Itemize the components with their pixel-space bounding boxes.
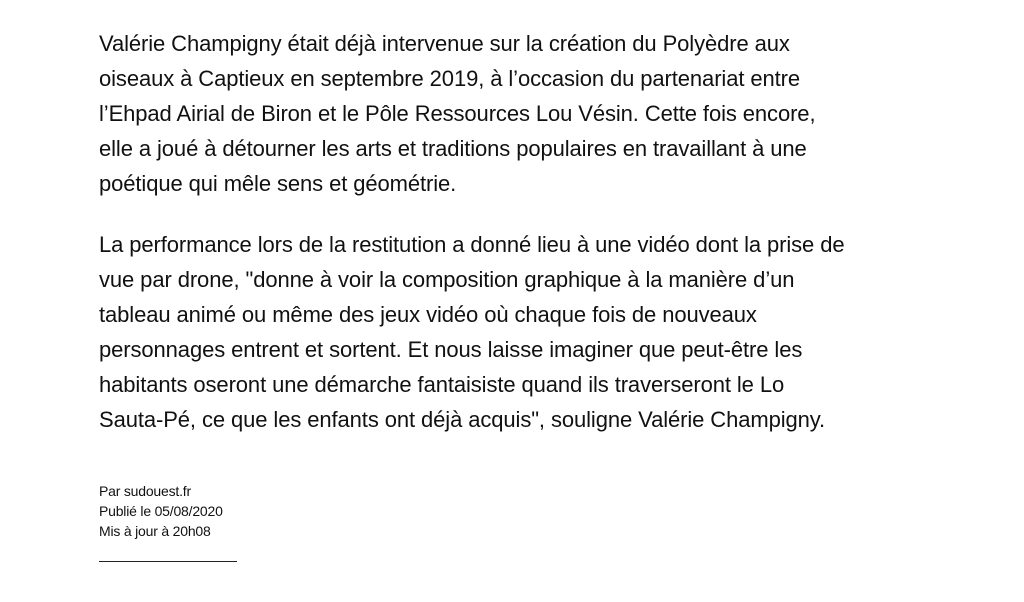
article-meta (99, 481, 399, 541)
article-paragraph-1 (99, 26, 929, 201)
paragraph-line: habitants oseront une démarche fantaisiste quand ils traverseront le Lo (99, 372, 785, 397)
paragraph-spacer (99, 201, 929, 227)
separator-rule (99, 561, 237, 562)
paragraph-line: poétique qui mêle sens et géométrie. (99, 171, 457, 196)
paragraph-line: elle a joué à détourner les arts et traditions populaires en travaillant à une (99, 136, 807, 161)
paragraph-line: l’Ehpad Airial de Biron et le Pôle Ressources Lou Vésin. Cette fois encore, (99, 101, 816, 126)
source-credit: Par sudouest.fr (99, 483, 191, 499)
paragraph-line: personnages entrent et sortent. Et nous laisse imaginer que peut-être les (99, 337, 803, 362)
paragraph-line: La performance lors de la restitution a donné lieu à une vidéo dont la prise de (99, 232, 845, 257)
paragraph-line: Valérie Champigny était déjà intervenue sur la création du Polyèdre aux (99, 31, 790, 56)
paragraph-line: Sauta-Pé, ce que les enfants ont déjà acquis", souligne Valérie Champigny. (99, 407, 826, 432)
paragraph-line: vue par drone, "donne à voir la composition graphique à la manière d’un (99, 267, 795, 292)
paragraph-line: oiseaux à Captieux en septembre 2019, à l’occasion du partenariat entre (99, 66, 801, 91)
article-paragraph-2 (99, 227, 929, 437)
paragraph-line: tableau animé ou même des jeux vidéo où chaque fois de nouveaux (99, 302, 757, 327)
article-body (99, 26, 929, 437)
publish-date: Publié le 05/08/2020 (99, 503, 223, 519)
update-time: Mis à jour à 20h08 (99, 523, 211, 539)
